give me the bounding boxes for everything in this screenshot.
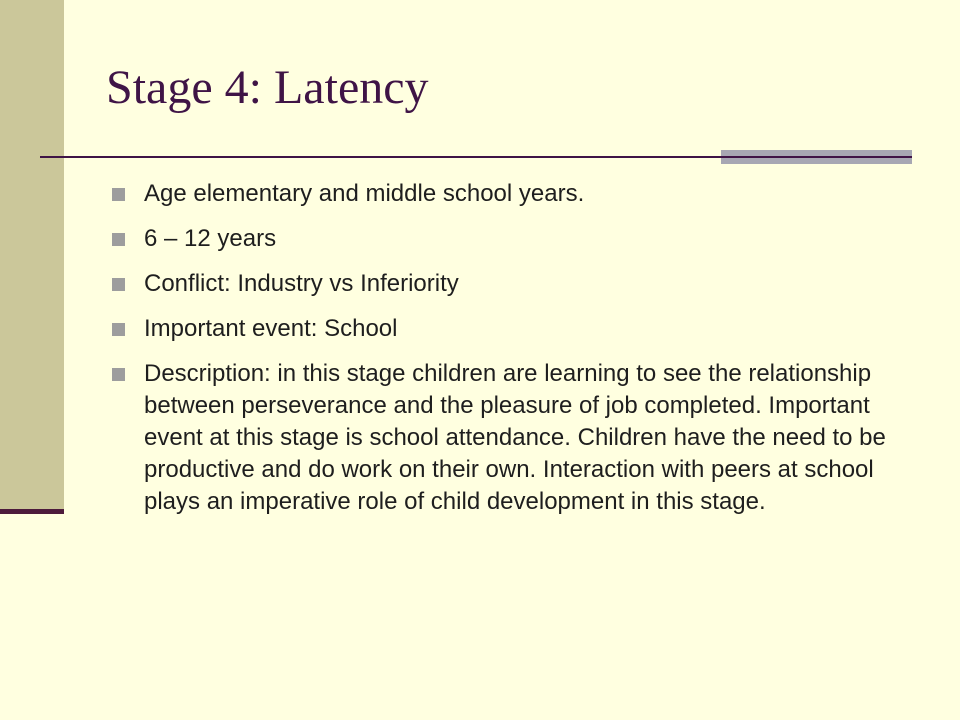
square-bullet-icon xyxy=(112,323,125,336)
bullet-text: 6 – 12 years xyxy=(144,225,277,252)
left-band-underline xyxy=(0,509,64,514)
bullet-item-age xyxy=(110,178,900,210)
slide-title: Stage 4: Latency xyxy=(106,61,429,114)
left-decorative-band xyxy=(0,0,64,510)
bullet-text: Description: in this stage children are learning to see the relationship between perseverance and the pleasure of job completed. Important event at this stage is school attendance. Children have the need to be productive and do work on their own. Interaction with peers at school plays an imperative role of child development in this stage. xyxy=(144,360,886,515)
bullet-text: Conflict: Industry vs Inferiority xyxy=(144,270,459,297)
square-bullet-icon xyxy=(112,368,125,381)
square-bullet-icon xyxy=(112,188,125,201)
bullet-item-conflict xyxy=(110,268,900,300)
bullet-item-years xyxy=(110,223,900,255)
bullet-text: Important event: School xyxy=(144,315,398,342)
square-bullet-icon xyxy=(112,278,125,291)
bullet-list xyxy=(110,178,900,531)
bullet-item-description xyxy=(110,358,900,518)
bullet-text: Age elementary and middle school years. xyxy=(144,180,585,207)
square-bullet-icon xyxy=(112,233,125,246)
bullet-item-important-event xyxy=(110,313,900,345)
title-rule-accent-block xyxy=(721,150,912,164)
